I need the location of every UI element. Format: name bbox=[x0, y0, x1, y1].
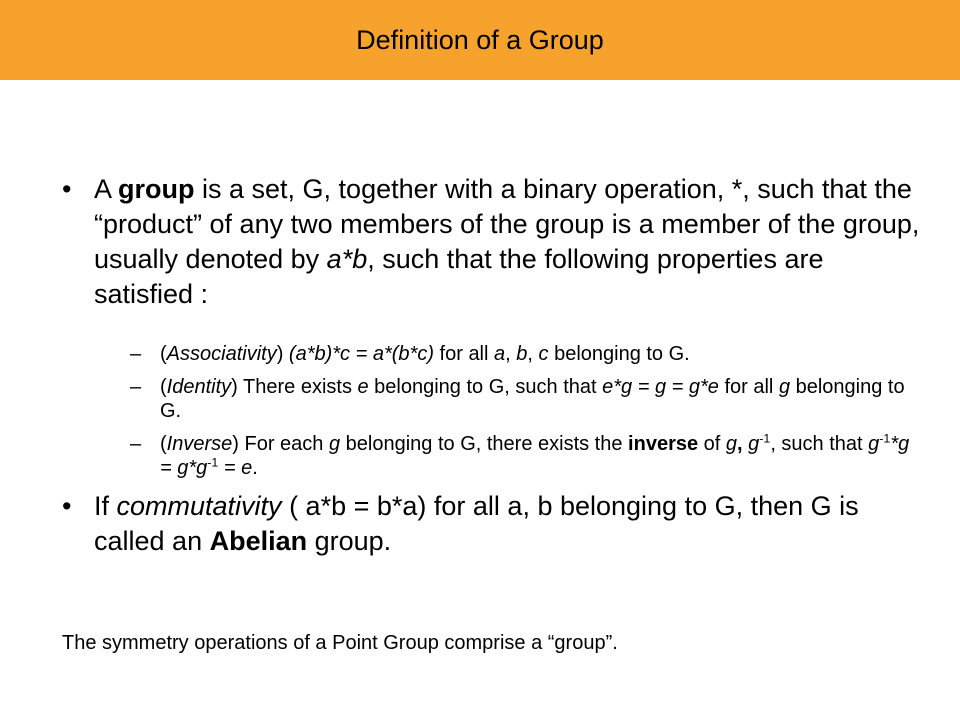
text: ( bbox=[160, 376, 167, 398]
text: belonging to G, such that bbox=[368, 376, 603, 398]
variable: g bbox=[725, 433, 738, 455]
text: A bbox=[94, 174, 119, 204]
dash-mark: – bbox=[130, 343, 142, 365]
text: , bbox=[505, 343, 517, 365]
text: for all bbox=[433, 343, 495, 365]
formula: *g = g*g bbox=[160, 433, 910, 479]
text: belonging to G. bbox=[548, 343, 690, 365]
text: belonging to G, there exists the bbox=[340, 433, 629, 455]
text: , bbox=[527, 343, 539, 365]
bullet-mark: • bbox=[62, 491, 72, 521]
content bbox=[62, 172, 922, 559]
properties-list bbox=[130, 342, 922, 480]
property-identity bbox=[130, 375, 922, 423]
formula: = e bbox=[218, 457, 253, 479]
text: For each bbox=[244, 433, 329, 455]
bullet-mark: • bbox=[62, 174, 72, 204]
text: belonging to G. bbox=[160, 376, 905, 422]
exponent: -1 bbox=[207, 455, 219, 470]
text: is a set, G, together with a binary operation, *, such that the “product” of any two members of the group is a member of the group, usually denoted by bbox=[94, 174, 920, 274]
formula: a*b bbox=[326, 244, 368, 274]
footer-note: The symmetry operations of a Point Group comprise a “group”. bbox=[62, 632, 618, 654]
text: ) bbox=[232, 433, 245, 455]
text: , such that bbox=[770, 433, 869, 455]
exponent: -1 bbox=[879, 431, 891, 446]
bullet-abelian bbox=[62, 489, 922, 559]
variable: c bbox=[538, 343, 549, 365]
property-inverse bbox=[130, 432, 922, 480]
variable: g bbox=[328, 433, 341, 455]
property-name: Inverse bbox=[166, 433, 233, 455]
text: ) bbox=[276, 343, 289, 365]
formula: e*g = g = g*e bbox=[602, 376, 719, 398]
title-bar bbox=[0, 0, 960, 80]
property-name: Associativity bbox=[166, 343, 277, 365]
dash-mark: – bbox=[130, 376, 142, 398]
text: If bbox=[94, 491, 117, 521]
text: group. bbox=[307, 526, 392, 556]
term-group: group bbox=[118, 174, 195, 204]
term-inverse: inverse bbox=[628, 433, 699, 455]
term-commutativity: commutativity bbox=[116, 491, 282, 521]
text: ( a*b = b*a) for all a, b belonging to G, then G is called an bbox=[94, 491, 859, 556]
formula: (a*b)*c = a*(b*c) bbox=[288, 343, 434, 365]
text: ( bbox=[160, 343, 167, 365]
text: , bbox=[737, 433, 749, 455]
term-abelian: Abelian bbox=[209, 526, 308, 556]
text: ) bbox=[231, 376, 244, 398]
text: ( bbox=[160, 433, 167, 455]
variable: g bbox=[748, 433, 760, 455]
property-associativity bbox=[130, 342, 922, 366]
text: . bbox=[252, 457, 258, 479]
variable: g bbox=[778, 376, 791, 398]
text: of bbox=[698, 433, 726, 455]
dash-mark: – bbox=[130, 433, 142, 455]
variable: e bbox=[357, 376, 369, 398]
formula: g bbox=[868, 433, 880, 455]
exponent: -1 bbox=[759, 431, 771, 446]
property-name: Identity bbox=[166, 376, 232, 398]
text: , such that the following properties are satisfied : bbox=[94, 244, 824, 309]
text: There exists bbox=[243, 376, 358, 398]
variable: a bbox=[494, 343, 506, 365]
slide-title: Definition of a Group bbox=[356, 25, 604, 55]
text: for all bbox=[718, 376, 779, 398]
bullet-group-definition bbox=[62, 172, 922, 312]
variable: b bbox=[516, 343, 528, 365]
